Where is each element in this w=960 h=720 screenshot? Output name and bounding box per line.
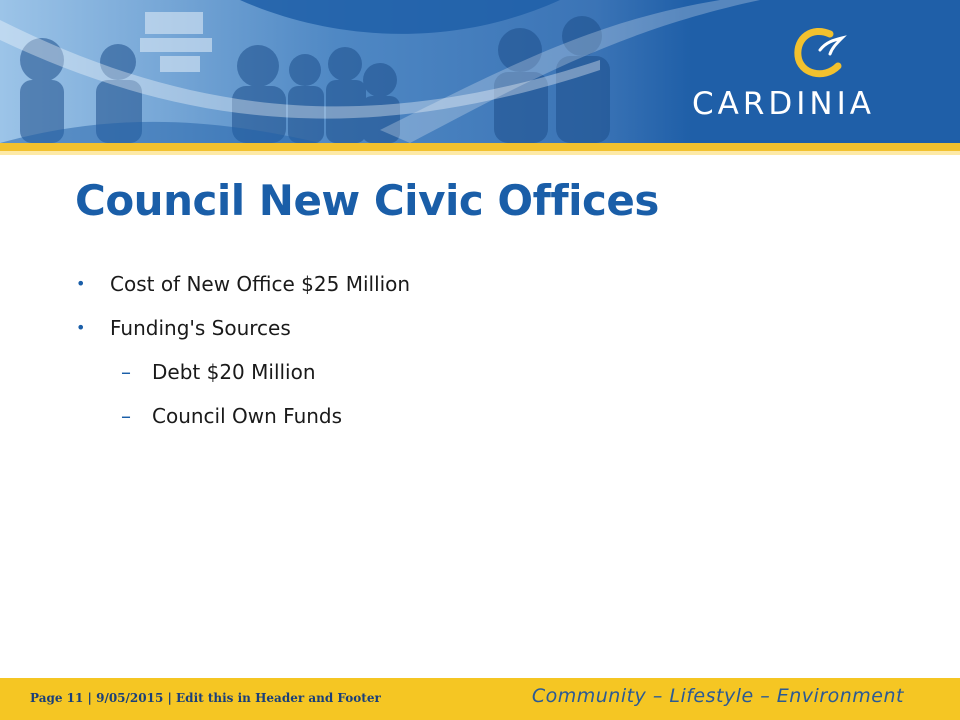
footer-tagline: Community – Lifestyle – Environment	[531, 685, 904, 707]
footer-bar	[0, 678, 960, 720]
brand-name: CARDINIA	[692, 86, 875, 122]
bullet-marker: •	[76, 318, 86, 337]
bullet-item	[76, 272, 876, 316]
sub-bullet-text: Council Own Funds	[152, 404, 343, 428]
slide-title: Council New Civic Offices	[75, 176, 659, 225]
bullet-marker: •	[76, 274, 86, 293]
bullet-text: Cost of New Office $25 Million	[110, 272, 411, 296]
header-divider-light	[0, 151, 960, 155]
bullet-item	[76, 316, 876, 360]
sub-bullet-text: Debt $20 Million	[152, 360, 316, 384]
cardinia-logo	[690, 20, 910, 120]
cardinia-logo-mark-icon	[790, 24, 850, 80]
header-banner	[0, 0, 960, 143]
sub-bullet-item	[76, 404, 876, 448]
bullet-list	[76, 272, 876, 448]
footer-text: Page 11 | 9/05/2015 | Edit this in Header and Footer	[30, 691, 381, 705]
sub-bullet-marker: –	[121, 404, 131, 428]
bullet-text: Funding's Sources	[110, 316, 291, 340]
sub-bullet-marker: –	[121, 360, 131, 384]
sub-bullet-item	[76, 360, 876, 404]
header-divider	[0, 143, 960, 151]
